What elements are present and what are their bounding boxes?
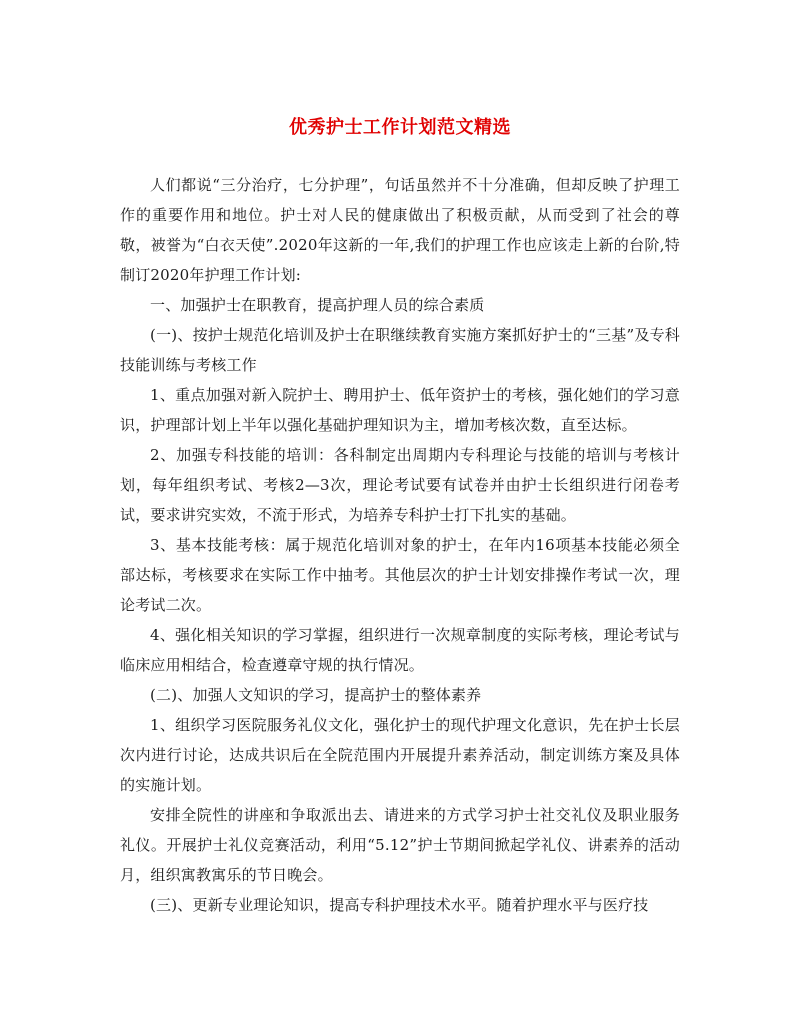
document-title: 优秀护士工作计划范文精选 xyxy=(289,117,511,138)
paragraph-item-3: 3、基本技能考核：属于规范化培训对象的护士，在年内16项基本技能必须全部达标，考核要求在实际工作中抽考。其他层次的护士计划安排操作考试一次，理论考试二次。 xyxy=(120,536,680,614)
paragraph-item-5: 1、组织学习医院服务礼仪文化，强化护士的现代护理文化意识，先在护士长层次内进行讨论，达成共识后在全院范围内开展提升素养活动，制定训练方案及具体的实施计划。 xyxy=(120,716,680,794)
paragraph-item-2: 2、加强专科技能的培训：各科制定出周期内专科理论与技能的培训与考核计划，每年组织考试、考核2—3次，理论考试要有试卷并由护士长组织进行闭卷考试，要求讲究实效，不流于形式，为培养专科护士打下扎实的基础。 xyxy=(120,446,680,524)
paragraph-etiquette: 安排全院性的讲座和争取派出去、请进来的方式学习护士社交礼仪及职业服务礼仪。开展护士礼仪竞赛活动，利用“5.12”护士节期间掀起学礼仪、讲素养的活动月，组织寓教寓乐的节日晚会。 xyxy=(120,806,680,884)
document-body xyxy=(120,170,680,920)
subsection-heading-1: (一)、按护士规范化培训及护士在职继续教育实施方案抓好护士的“三基”及专科技能训练与考核工作 xyxy=(120,326,680,374)
subsection-heading-2: (二)、加强人文知识的学习，提高护士的整体素养 xyxy=(150,686,482,704)
subsection-heading-3: (三)、更新专业理论知识，提高专科护理技术水平。随着护理水平与医疗技 xyxy=(150,896,649,914)
paragraph-item-4: 4、强化相关知识的学习掌握，组织进行一次规章制度的实际考核，理论考试与临床应用相结合，检查遵章守规的执行情况。 xyxy=(120,626,680,674)
section-heading-1: 一、加强护士在职教育，提高护理人员的综合素质 xyxy=(150,296,485,314)
paragraph-intro: 人们都说“三分治疗，七分护理”，句话虽然并不十分准确，但却反映了护理工作的重要作用和地位。护士对人民的健康做出了积极贡献，从而受到了社会的尊敬，被誉为“白衣天使”.2020年这新的一年,我们的护理工作也应该走上新的台阶,特制订2020年护理工作计划: xyxy=(120,176,680,284)
paragraph-item-1: 1、重点加强对新入院护士、聘用护士、低年资护士的考核，强化她们的学习意识，护理部计划上半年以强化基础护理知识为主，增加考核次数，直至达标。 xyxy=(120,386,680,434)
